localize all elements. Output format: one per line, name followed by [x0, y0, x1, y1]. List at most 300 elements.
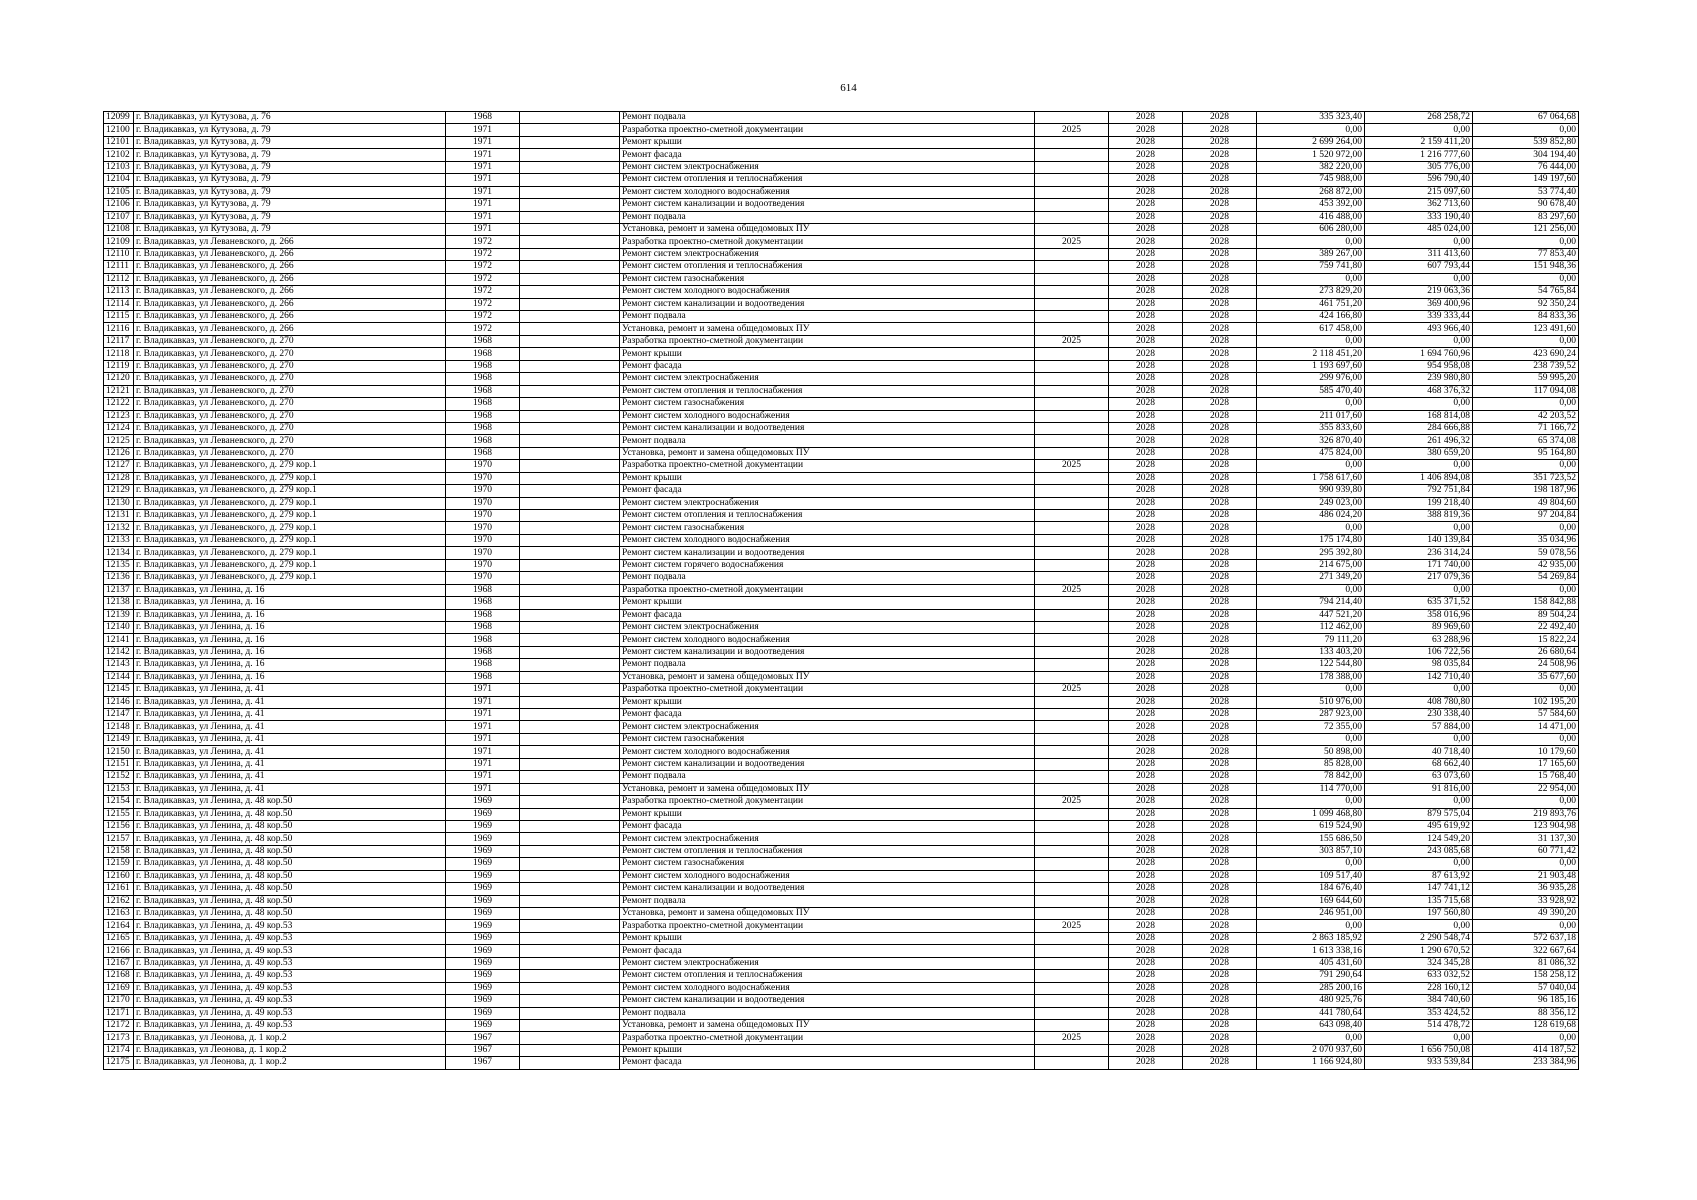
blank-cell	[520, 621, 620, 633]
start-year-cell: 2028	[1109, 435, 1183, 447]
work-type-cell: Ремонт систем электроснабжения	[620, 957, 1035, 969]
work-type-cell: Разработка проектно-сметной документации	[620, 460, 1035, 472]
design-year-cell	[1035, 422, 1109, 434]
total-cost-cell: 606 280,00	[1257, 223, 1365, 235]
work-type-cell: Разработка проектно-сметной документации	[620, 124, 1035, 136]
work-type-cell: Ремонт крыши	[620, 472, 1035, 484]
owner-cost-cell: 77 853,40	[1473, 248, 1579, 260]
work-type-cell: Ремонт крыши	[620, 348, 1035, 360]
blank-cell	[520, 1019, 620, 1031]
fund-cost-cell: 197 560,80	[1365, 908, 1473, 920]
address-cell: г. Владикавказ, ул Леваневского, д. 279 кор.1	[134, 460, 446, 472]
table-row	[104, 671, 1579, 683]
owner-cost-cell: 31 137,30	[1473, 833, 1579, 845]
fund-cost-cell: 954 958,08	[1365, 360, 1473, 372]
blank-cell	[520, 174, 620, 186]
table-row	[104, 820, 1579, 832]
row-number: 12132	[104, 522, 134, 534]
start-year-cell: 2028	[1109, 261, 1183, 273]
total-cost-cell: 1 166 924,80	[1257, 1057, 1365, 1069]
work-type-cell: Ремонт систем холодного водоснабжения	[620, 534, 1035, 546]
end-year-cell: 2028	[1183, 796, 1257, 808]
start-year-cell: 2028	[1109, 783, 1183, 795]
table-row	[104, 709, 1579, 721]
fund-cost-cell: 124 549,20	[1365, 833, 1473, 845]
end-year-cell: 2028	[1183, 982, 1257, 994]
design-year-cell	[1035, 908, 1109, 920]
build-year-cell: 1970	[446, 510, 520, 522]
blank-cell	[520, 895, 620, 907]
blank-cell	[520, 883, 620, 895]
row-number: 12154	[104, 796, 134, 808]
row-number: 12106	[104, 199, 134, 211]
fund-cost-cell: 514 478,72	[1365, 1019, 1473, 1031]
row-number: 12118	[104, 348, 134, 360]
owner-cost-cell: 0,00	[1473, 522, 1579, 534]
row-number: 12123	[104, 410, 134, 422]
row-number: 12108	[104, 223, 134, 235]
address-cell: г. Владикавказ, ул Ленина, д. 41	[134, 684, 446, 696]
row-number: 12124	[104, 422, 134, 434]
build-year-cell: 1970	[446, 472, 520, 484]
blank-cell	[520, 609, 620, 621]
design-year-cell	[1035, 323, 1109, 335]
table-row	[104, 1044, 1579, 1056]
owner-cost-cell: 0,00	[1473, 398, 1579, 410]
blank-cell	[520, 820, 620, 832]
blank-cell	[520, 659, 620, 671]
row-number: 12113	[104, 286, 134, 298]
row-number: 12109	[104, 236, 134, 248]
blank-cell	[520, 845, 620, 857]
work-type-cell: Ремонт систем канализации и водоотведения	[620, 547, 1035, 559]
start-year-cell: 2028	[1109, 733, 1183, 745]
start-year-cell: 2028	[1109, 995, 1183, 1007]
row-number: 12156	[104, 820, 134, 832]
fund-cost-cell: 792 751,84	[1365, 485, 1473, 497]
work-type-cell: Ремонт систем отопления и теплоснабжения	[620, 261, 1035, 273]
start-year-cell: 2028	[1109, 771, 1183, 783]
total-cost-cell: 389 267,00	[1257, 248, 1365, 260]
address-cell: г. Владикавказ, ул Леваневского, д. 279 кор.1	[134, 497, 446, 509]
build-year-cell: 1968	[446, 609, 520, 621]
blank-cell	[520, 485, 620, 497]
total-cost-cell: 441 780,64	[1257, 1007, 1365, 1019]
owner-cost-cell: 304 194,40	[1473, 149, 1579, 161]
build-year-cell: 1969	[446, 957, 520, 969]
build-year-cell: 1972	[446, 323, 520, 335]
design-year-cell	[1035, 373, 1109, 385]
address-cell: г. Владикавказ, ул Леваневского, д. 270	[134, 360, 446, 372]
total-cost-cell: 273 829,20	[1257, 286, 1365, 298]
blank-cell	[520, 721, 620, 733]
row-number: 12172	[104, 1019, 134, 1031]
fund-cost-cell: 0,00	[1365, 460, 1473, 472]
total-cost-cell: 461 751,20	[1257, 298, 1365, 310]
total-cost-cell: 643 098,40	[1257, 1019, 1365, 1031]
table-row	[104, 659, 1579, 671]
address-cell: г. Владикавказ, ул Кутузова, д. 79	[134, 211, 446, 223]
design-year-cell	[1035, 995, 1109, 1007]
table-row	[104, 870, 1579, 882]
build-year-cell: 1971	[446, 174, 520, 186]
end-year-cell: 2028	[1183, 709, 1257, 721]
work-type-cell: Ремонт систем газоснабжения	[620, 858, 1035, 870]
total-cost-cell: 382 220,00	[1257, 161, 1365, 173]
fund-cost-cell: 63 073,60	[1365, 771, 1473, 783]
build-year-cell: 1971	[446, 746, 520, 758]
owner-cost-cell: 0,00	[1473, 460, 1579, 472]
start-year-cell: 2028	[1109, 684, 1183, 696]
end-year-cell: 2028	[1183, 211, 1257, 223]
row-number: 12129	[104, 485, 134, 497]
start-year-cell: 2028	[1109, 286, 1183, 298]
fund-cost-cell: 0,00	[1365, 796, 1473, 808]
work-type-cell: Ремонт систем холодного водоснабжения	[620, 186, 1035, 198]
total-cost-cell: 0,00	[1257, 522, 1365, 534]
page-number: 614	[840, 82, 857, 94]
total-cost-cell: 0,00	[1257, 733, 1365, 745]
design-year-cell	[1035, 286, 1109, 298]
blank-cell	[520, 335, 620, 347]
start-year-cell: 2028	[1109, 696, 1183, 708]
build-year-cell: 1968	[446, 584, 520, 596]
row-number: 12144	[104, 671, 134, 683]
build-year-cell: 1969	[446, 870, 520, 882]
table-row	[104, 696, 1579, 708]
start-year-cell: 2028	[1109, 646, 1183, 658]
build-year-cell: 1969	[446, 833, 520, 845]
total-cost-cell: 0,00	[1257, 124, 1365, 136]
design-year-cell	[1035, 895, 1109, 907]
start-year-cell: 2028	[1109, 1057, 1183, 1069]
build-year-cell: 1970	[446, 534, 520, 546]
total-cost-cell: 1 193 697,60	[1257, 360, 1365, 372]
work-type-cell: Разработка проектно-сметной документации	[620, 584, 1035, 596]
work-type-cell: Ремонт систем канализации и водоотведения	[620, 758, 1035, 770]
end-year-cell: 2028	[1183, 348, 1257, 360]
design-year-cell	[1035, 211, 1109, 223]
address-cell: г. Владикавказ, ул Леваневского, д. 279 кор.1	[134, 572, 446, 584]
address-cell: г. Владикавказ, ул Леваневского, д. 266	[134, 311, 446, 323]
work-type-cell: Ремонт систем холодного водоснабжения	[620, 870, 1035, 882]
fund-cost-cell: 633 032,52	[1365, 970, 1473, 982]
row-number: 12099	[104, 112, 134, 124]
total-cost-cell: 759 741,80	[1257, 261, 1365, 273]
owner-cost-cell: 21 903,48	[1473, 870, 1579, 882]
work-type-cell: Ремонт подвала	[620, 771, 1035, 783]
address-cell: г. Владикавказ, ул Леваневского, д. 270	[134, 447, 446, 459]
work-type-cell: Ремонт подвала	[620, 659, 1035, 671]
table-row	[104, 323, 1579, 335]
blank-cell	[520, 472, 620, 484]
build-year-cell: 1968	[446, 373, 520, 385]
fund-cost-cell: 228 160,12	[1365, 982, 1473, 994]
start-year-cell: 2028	[1109, 932, 1183, 944]
total-cost-cell: 486 024,20	[1257, 510, 1365, 522]
owner-cost-cell: 158 258,12	[1473, 970, 1579, 982]
fund-cost-cell: 243 085,68	[1365, 845, 1473, 857]
total-cost-cell: 0,00	[1257, 920, 1365, 932]
build-year-cell: 1972	[446, 236, 520, 248]
address-cell: г. Владикавказ, ул Ленина, д. 49 кор.53	[134, 945, 446, 957]
blank-cell	[520, 796, 620, 808]
work-type-cell: Ремонт систем электроснабжения	[620, 497, 1035, 509]
design-year-cell: 2025	[1035, 684, 1109, 696]
total-cost-cell: 0,00	[1257, 236, 1365, 248]
address-cell: г. Владикавказ, ул Леваневского, д. 279 кор.1	[134, 547, 446, 559]
total-cost-cell: 0,00	[1257, 684, 1365, 696]
blank-cell	[520, 572, 620, 584]
end-year-cell: 2028	[1183, 932, 1257, 944]
design-year-cell	[1035, 833, 1109, 845]
fund-cost-cell: 1 406 894,08	[1365, 472, 1473, 484]
address-cell: г. Владикавказ, ул Ленина, д. 41	[134, 709, 446, 721]
table-row	[104, 833, 1579, 845]
fund-cost-cell: 339 333,44	[1365, 311, 1473, 323]
address-cell: г. Владикавказ, ул Кутузова, д. 79	[134, 161, 446, 173]
start-year-cell: 2028	[1109, 385, 1183, 397]
table-row	[104, 136, 1579, 148]
fund-cost-cell: 2 290 548,74	[1365, 932, 1473, 944]
end-year-cell: 2028	[1183, 746, 1257, 758]
design-year-cell: 2025	[1035, 236, 1109, 248]
build-year-cell: 1971	[446, 161, 520, 173]
blank-cell	[520, 410, 620, 422]
work-type-cell: Разработка проектно-сметной документации	[620, 920, 1035, 932]
address-cell: г. Владикавказ, ул Ленина, д. 48 кор.50	[134, 833, 446, 845]
address-cell: г. Владикавказ, ул Леваневского, д. 270	[134, 435, 446, 447]
design-year-cell	[1035, 696, 1109, 708]
row-number: 12103	[104, 161, 134, 173]
fund-cost-cell: 98 035,84	[1365, 659, 1473, 671]
total-cost-cell: 0,00	[1257, 796, 1365, 808]
table-row	[104, 360, 1579, 372]
owner-cost-cell: 128 619,68	[1473, 1019, 1579, 1031]
address-cell: г. Владикавказ, ул Ленина, д. 16	[134, 659, 446, 671]
fund-cost-cell: 147 741,12	[1365, 883, 1473, 895]
end-year-cell: 2028	[1183, 1019, 1257, 1031]
fund-cost-cell: 217 079,36	[1365, 572, 1473, 584]
end-year-cell: 2028	[1183, 298, 1257, 310]
row-number: 12168	[104, 970, 134, 982]
table-row	[104, 385, 1579, 397]
address-cell: г. Владикавказ, ул Кутузова, д. 76	[134, 112, 446, 124]
design-year-cell	[1035, 547, 1109, 559]
row-number: 12112	[104, 273, 134, 285]
blank-cell	[520, 783, 620, 795]
work-type-cell: Ремонт подвала	[620, 895, 1035, 907]
address-cell: г. Владикавказ, ул Кутузова, д. 79	[134, 186, 446, 198]
owner-cost-cell: 17 165,60	[1473, 758, 1579, 770]
table-row	[104, 348, 1579, 360]
owner-cost-cell: 14 471,00	[1473, 721, 1579, 733]
row-number: 12111	[104, 261, 134, 273]
owner-cost-cell: 54 765,84	[1473, 286, 1579, 298]
blank-cell	[520, 1057, 620, 1069]
table-row	[104, 447, 1579, 459]
total-cost-cell: 617 458,00	[1257, 323, 1365, 335]
row-number: 12130	[104, 497, 134, 509]
address-cell: г. Владикавказ, ул Леваневского, д. 266	[134, 298, 446, 310]
design-year-cell	[1035, 223, 1109, 235]
end-year-cell: 2028	[1183, 1044, 1257, 1056]
address-cell: г. Владикавказ, ул Ленина, д. 49 кор.53	[134, 982, 446, 994]
address-cell: г. Владикавказ, ул Ленина, д. 16	[134, 671, 446, 683]
blank-cell	[520, 261, 620, 273]
total-cost-cell: 271 349,20	[1257, 572, 1365, 584]
row-number: 12153	[104, 783, 134, 795]
work-type-cell: Ремонт систем канализации и водоотведения	[620, 199, 1035, 211]
start-year-cell: 2028	[1109, 845, 1183, 857]
table-row	[104, 460, 1579, 472]
end-year-cell: 2028	[1183, 634, 1257, 646]
end-year-cell: 2028	[1183, 497, 1257, 509]
fund-cost-cell: 0,00	[1365, 1032, 1473, 1044]
build-year-cell: 1972	[446, 261, 520, 273]
fund-cost-cell: 358 016,96	[1365, 609, 1473, 621]
table-row	[104, 920, 1579, 932]
address-cell: г. Владикавказ, ул Ленина, д. 48 кор.50	[134, 858, 446, 870]
build-year-cell: 1970	[446, 485, 520, 497]
fund-cost-cell: 1 694 760,96	[1365, 348, 1473, 360]
build-year-cell: 1968	[446, 410, 520, 422]
row-number: 12146	[104, 696, 134, 708]
fund-cost-cell: 142 710,40	[1365, 671, 1473, 683]
start-year-cell: 2028	[1109, 758, 1183, 770]
row-number: 12161	[104, 883, 134, 895]
owner-cost-cell: 71 166,72	[1473, 422, 1579, 434]
address-cell: г. Владикавказ, ул Ленина, д. 48 кор.50	[134, 820, 446, 832]
build-year-cell: 1968	[446, 398, 520, 410]
address-cell: г. Владикавказ, ул Ленина, д. 16	[134, 634, 446, 646]
design-year-cell	[1035, 883, 1109, 895]
total-cost-cell: 447 521,20	[1257, 609, 1365, 621]
total-cost-cell: 79 111,20	[1257, 634, 1365, 646]
start-year-cell: 2028	[1109, 534, 1183, 546]
address-cell: г. Владикавказ, ул Ленина, д. 49 кор.53	[134, 920, 446, 932]
total-cost-cell: 50 898,00	[1257, 746, 1365, 758]
address-cell: г. Владикавказ, ул Леваневского, д. 270	[134, 385, 446, 397]
table-row	[104, 634, 1579, 646]
fund-cost-cell: 236 314,24	[1365, 547, 1473, 559]
owner-cost-cell: 198 187,96	[1473, 485, 1579, 497]
design-year-cell	[1035, 1044, 1109, 1056]
address-cell: г. Владикавказ, ул Кутузова, д. 79	[134, 174, 446, 186]
address-cell: г. Владикавказ, ул Леваневского, д. 270	[134, 348, 446, 360]
owner-cost-cell: 0,00	[1473, 124, 1579, 136]
design-year-cell	[1035, 248, 1109, 260]
total-cost-cell: 480 925,76	[1257, 995, 1365, 1007]
total-cost-cell: 249 023,00	[1257, 497, 1365, 509]
build-year-cell: 1969	[446, 895, 520, 907]
total-cost-cell: 585 470,40	[1257, 385, 1365, 397]
blank-cell	[520, 733, 620, 745]
build-year-cell: 1972	[446, 248, 520, 260]
row-number: 12141	[104, 634, 134, 646]
end-year-cell: 2028	[1183, 858, 1257, 870]
blank-cell	[520, 534, 620, 546]
fund-cost-cell: 408 780,80	[1365, 696, 1473, 708]
end-year-cell: 2028	[1183, 671, 1257, 683]
blank-cell	[520, 858, 620, 870]
fund-cost-cell: 0,00	[1365, 124, 1473, 136]
work-type-cell: Ремонт подвала	[620, 1007, 1035, 1019]
total-cost-cell: 268 872,00	[1257, 186, 1365, 198]
fund-cost-cell: 268 258,72	[1365, 112, 1473, 124]
work-type-cell: Ремонт систем канализации и водоотведения	[620, 646, 1035, 658]
work-type-cell: Установка, ремонт и замена общедомовых ПУ	[620, 783, 1035, 795]
build-year-cell: 1967	[446, 1057, 520, 1069]
end-year-cell: 2028	[1183, 597, 1257, 609]
total-cost-cell: 326 870,40	[1257, 435, 1365, 447]
start-year-cell: 2028	[1109, 833, 1183, 845]
design-year-cell	[1035, 572, 1109, 584]
table-row	[104, 174, 1579, 186]
total-cost-cell: 0,00	[1257, 398, 1365, 410]
start-year-cell: 2028	[1109, 236, 1183, 248]
address-cell: г. Владикавказ, ул Леваневского, д. 266	[134, 323, 446, 335]
owner-cost-cell: 57 584,60	[1473, 709, 1579, 721]
fund-cost-cell: 1 656 750,08	[1365, 1044, 1473, 1056]
blank-cell	[520, 435, 620, 447]
build-year-cell: 1969	[446, 820, 520, 832]
table-row	[104, 957, 1579, 969]
design-year-cell	[1035, 149, 1109, 161]
table-row	[104, 1019, 1579, 1031]
fund-cost-cell: 40 718,40	[1365, 746, 1473, 758]
design-year-cell	[1035, 398, 1109, 410]
start-year-cell: 2028	[1109, 472, 1183, 484]
build-year-cell: 1969	[446, 1007, 520, 1019]
table-row	[104, 261, 1579, 273]
row-number: 12102	[104, 149, 134, 161]
blank-cell	[520, 348, 620, 360]
fund-cost-cell: 311 413,60	[1365, 248, 1473, 260]
start-year-cell: 2028	[1109, 709, 1183, 721]
start-year-cell: 2028	[1109, 957, 1183, 969]
start-year-cell: 2028	[1109, 1007, 1183, 1019]
end-year-cell: 2028	[1183, 547, 1257, 559]
work-type-cell: Ремонт крыши	[620, 597, 1035, 609]
end-year-cell: 2028	[1183, 559, 1257, 571]
owner-cost-cell: 423 690,24	[1473, 348, 1579, 360]
build-year-cell: 1971	[446, 199, 520, 211]
design-year-cell	[1035, 621, 1109, 633]
owner-cost-cell: 33 928,92	[1473, 895, 1579, 907]
start-year-cell: 2028	[1109, 136, 1183, 148]
table-row	[104, 410, 1579, 422]
fund-cost-cell: 607 793,44	[1365, 261, 1473, 273]
address-cell: г. Владикавказ, ул Ленина, д. 41	[134, 733, 446, 745]
build-year-cell: 1969	[446, 858, 520, 870]
fund-cost-cell: 0,00	[1365, 273, 1473, 285]
start-year-cell: 2028	[1109, 311, 1183, 323]
work-type-cell: Ремонт фасада	[620, 709, 1035, 721]
design-year-cell	[1035, 634, 1109, 646]
start-year-cell: 2028	[1109, 335, 1183, 347]
owner-cost-cell: 151 948,36	[1473, 261, 1579, 273]
end-year-cell: 2028	[1183, 447, 1257, 459]
end-year-cell: 2028	[1183, 908, 1257, 920]
fund-cost-cell: 0,00	[1365, 920, 1473, 932]
total-cost-cell: 1 520 972,00	[1257, 149, 1365, 161]
fund-cost-cell: 324 345,28	[1365, 957, 1473, 969]
work-type-cell: Разработка проектно-сметной документации	[620, 335, 1035, 347]
build-year-cell: 1969	[446, 982, 520, 994]
total-cost-cell: 0,00	[1257, 273, 1365, 285]
blank-cell	[520, 323, 620, 335]
